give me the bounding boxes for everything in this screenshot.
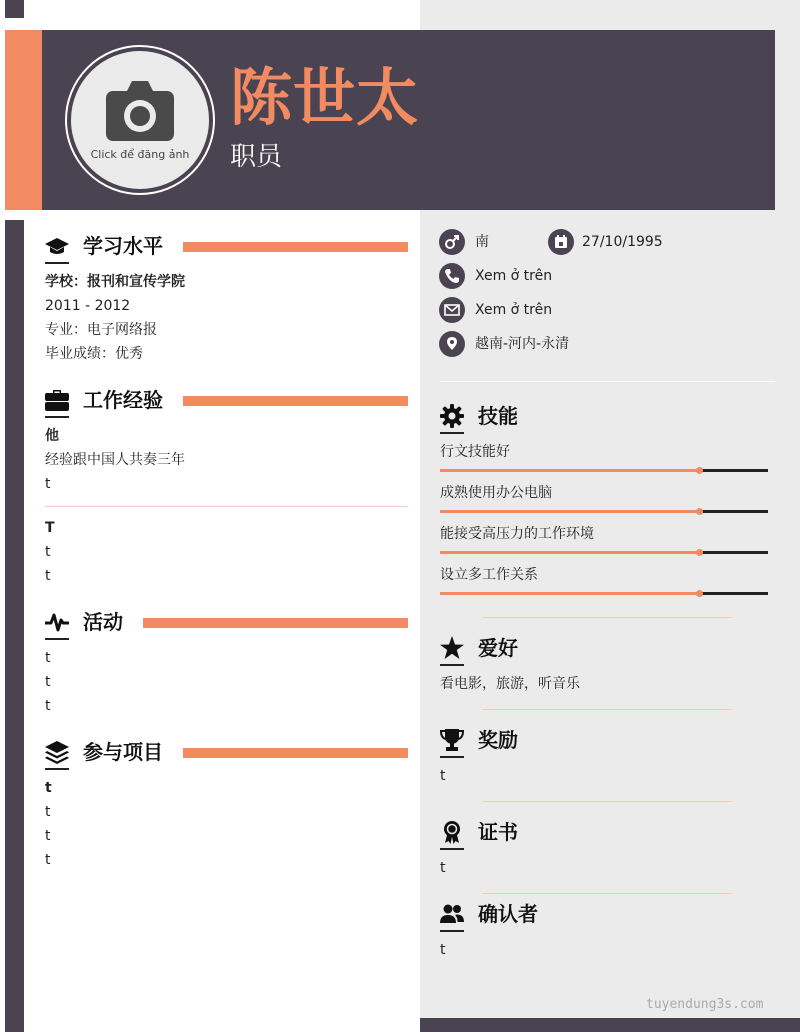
- briefcase-icon: [45, 388, 69, 412]
- email-value[interactable]: Xem ở trên: [475, 302, 553, 318]
- hobbies-title: 爱好: [478, 636, 518, 660]
- education-title: 学习水平: [83, 234, 163, 258]
- skill-track: [440, 469, 768, 472]
- skill-level-handle: [696, 549, 703, 556]
- certificate-icon: [440, 820, 464, 844]
- watermark: tuyendung3s.com: [646, 997, 764, 1012]
- section-bar: [143, 618, 408, 628]
- gender-icon-circle: [439, 229, 465, 255]
- email-icon-circle: [439, 297, 465, 323]
- header: [5, 30, 775, 210]
- layers-icon: [45, 740, 69, 764]
- certificates-section-title: [440, 818, 760, 850]
- skill-level-handle: [696, 467, 703, 474]
- hobbies-section-title: [440, 634, 760, 666]
- avatar-upload[interactable]: [71, 51, 209, 189]
- section-bar: [183, 396, 408, 406]
- left-bar-top: [5, 0, 24, 18]
- education-grade[interactable]: 毕业成绩：优秀: [45, 346, 143, 362]
- divider: [482, 709, 732, 710]
- project-line[interactable]: t: [45, 852, 51, 868]
- activity-line[interactable]: t: [45, 674, 51, 690]
- activity-line[interactable]: t: [45, 698, 51, 714]
- references-section-title: [440, 900, 760, 932]
- skill-label[interactable]: 能接受高压力的工作环境: [440, 526, 594, 542]
- section-underline: [45, 262, 69, 264]
- projects-section-title: [45, 738, 410, 770]
- section-underline: [45, 768, 69, 770]
- phone-icon-circle: [439, 263, 465, 289]
- experience-detail[interactable]: t: [45, 568, 51, 584]
- candidate-name[interactable]: 陈世太: [230, 61, 420, 134]
- skill-level-fill: [440, 510, 699, 513]
- users-icon: [440, 902, 464, 926]
- experience-company[interactable]: 他: [45, 428, 59, 444]
- birthday-value[interactable]: 27/10/1995: [582, 234, 663, 250]
- hobbies-text[interactable]: 看电影，旅游，听音乐: [440, 676, 580, 692]
- skill-level-handle: [696, 508, 703, 515]
- skill-level-fill: [440, 592, 699, 595]
- project-line[interactable]: t: [45, 828, 51, 844]
- skills-section-title: [440, 402, 760, 434]
- education-section-title: [45, 232, 410, 264]
- heartbeat-icon: [45, 610, 69, 634]
- gear-icon: [440, 404, 464, 428]
- divider: [482, 617, 732, 618]
- experience-title: 工作经验: [83, 388, 163, 412]
- activities-title: 活动: [83, 610, 123, 634]
- birthday-icon-circle: [548, 229, 574, 255]
- experience-detail[interactable]: 经验跟中国人共奏三年: [45, 452, 185, 468]
- gender-icon: [444, 234, 460, 250]
- skill-track: [440, 592, 768, 595]
- star-icon: [440, 636, 464, 660]
- map-pin-icon: [444, 336, 460, 352]
- experience-section-title: [45, 386, 410, 418]
- job-title[interactable]: 职员: [230, 142, 283, 172]
- phone-value[interactable]: Xem ở trên: [475, 268, 553, 284]
- skill-track: [440, 510, 768, 513]
- camera-icon: [106, 81, 174, 141]
- projects-title: 参与项目: [83, 740, 163, 764]
- section-underline: [45, 638, 69, 640]
- skill-level-fill: [440, 551, 699, 554]
- references-text[interactable]: t: [440, 942, 446, 958]
- skill-level-handle: [696, 590, 703, 597]
- skill-track: [440, 551, 768, 554]
- awards-title: 奖励: [478, 728, 518, 752]
- divider: [440, 381, 775, 382]
- skill-level-fill: [440, 469, 699, 472]
- project-line[interactable]: t: [45, 780, 52, 796]
- activity-line[interactable]: t: [45, 650, 51, 666]
- avatar-caption: Click để đăng ảnh: [90, 148, 190, 161]
- envelope-icon: [444, 302, 460, 318]
- education-years[interactable]: 2011 - 2012: [45, 298, 131, 314]
- section-underline: [45, 416, 69, 418]
- awards-text[interactable]: t: [440, 768, 446, 784]
- section-underline: [440, 930, 464, 932]
- activities-section-title: [45, 608, 410, 640]
- address-value[interactable]: 越南-河内-永清: [475, 336, 570, 352]
- certificates-text[interactable]: t: [440, 860, 446, 876]
- section-underline: [440, 848, 464, 850]
- gender-value[interactable]: 南: [475, 234, 489, 250]
- section-bar: [183, 748, 408, 758]
- skills-title: 技能: [478, 404, 518, 428]
- graduation-cap-icon: [45, 234, 69, 258]
- awards-section-title: [440, 726, 760, 758]
- calendar-icon: [553, 234, 569, 250]
- divider: [482, 801, 732, 802]
- trophy-icon: [440, 728, 464, 752]
- project-line[interactable]: t: [45, 804, 51, 820]
- education-school[interactable]: 学校：报刊和宣传学院: [45, 274, 185, 290]
- divider: [45, 506, 408, 507]
- section-underline: [440, 432, 464, 434]
- section-underline: [440, 664, 464, 666]
- experience-detail[interactable]: t: [45, 476, 51, 492]
- skill-label[interactable]: 行文技能好: [440, 444, 510, 460]
- education-major[interactable]: 专业：电子网络报: [45, 322, 157, 338]
- left-bar: [5, 220, 24, 1032]
- bottom-bar: [420, 1018, 800, 1032]
- phone-icon: [444, 268, 460, 284]
- section-underline: [440, 756, 464, 758]
- header-accent: [5, 30, 42, 210]
- references-title: 确认者: [478, 902, 538, 926]
- experience-company[interactable]: T: [45, 520, 55, 536]
- section-bar: [183, 242, 408, 252]
- certificates-title: 证书: [478, 820, 518, 844]
- experience-detail[interactable]: t: [45, 544, 51, 560]
- address-icon-circle: [439, 331, 465, 357]
- skill-label[interactable]: 设立多工作关系: [440, 567, 538, 583]
- skill-label[interactable]: 成熟使用办公电脑: [440, 485, 552, 501]
- divider: [482, 893, 732, 894]
